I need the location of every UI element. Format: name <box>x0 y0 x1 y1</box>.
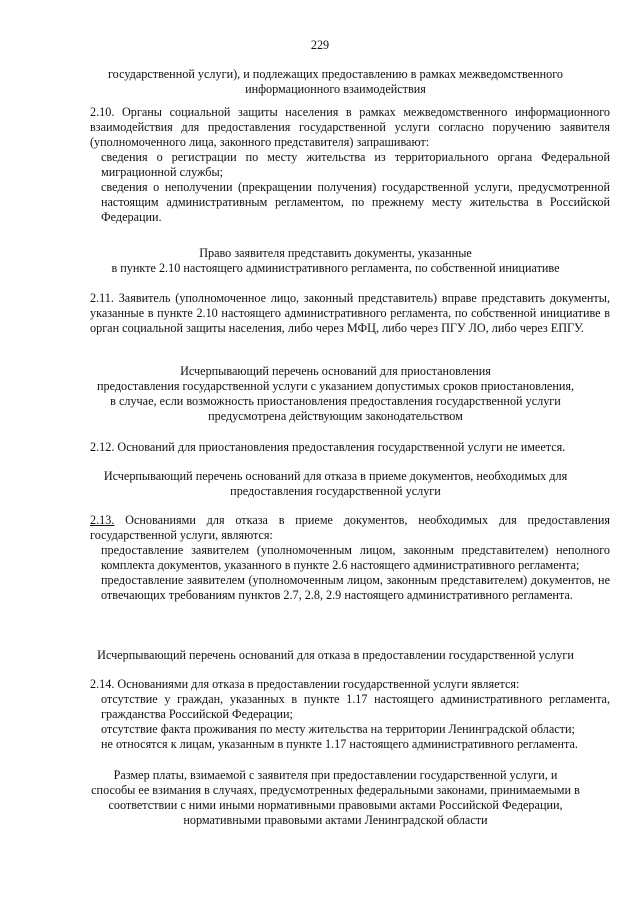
heading-line: в пункте 2.10 настоящего административного регламента, по собственной инициативе <box>111 261 560 275</box>
section-2-14 <box>61 677 610 752</box>
list-item-no-residence: отсутствие факта проживания по месту жительства на территории Ленинградской области; <box>101 722 575 736</box>
paragraph-2-10-intro: 2.10. Органы социальной защиты населения в рамках межведомственного информационного взаимодействия для предоставления государственной услуги согласно поручению заявителя (уполномоченного лица, законного представителя) запрашивают: <box>90 105 610 149</box>
heading-line: соответствии с ними иными нормативными правовыми актами Российской Федерации, <box>108 798 563 812</box>
paragraph-2-12: 2.12. Оснований для приостановления предоставления государственной услуги не имеется. <box>90 440 566 454</box>
heading-refusal-provision: Исчерпывающий перечень оснований для отказа в предоставлении государственной услуги <box>97 648 574 662</box>
heading-fee <box>61 768 610 828</box>
clause-number: 2.13. <box>90 513 115 527</box>
section-2-13 <box>61 513 610 603</box>
heading-line: предоставления государственной услуги с указанием допустимых сроков приостановления, <box>96 379 575 393</box>
heading-line: Размер платы, взимаемой с заявителя при предоставлении государственной услуги, и <box>113 768 558 782</box>
clause-text: Основаниями для отказа в приеме документов, необходимых для предоставления государственной услуги, являются: <box>90 513 610 542</box>
list-item-registration: сведения о регистрации по месту жительства из территориального органа Федеральной миграционной службы; <box>101 150 610 179</box>
heading-line: Исчерпывающий перечень оснований для приостановления <box>180 364 491 378</box>
section-2-10 <box>61 105 610 225</box>
list-item-incomplete-set: предоставление заявителем (уполномоченным лицом, законным представителем) неполного комплекта документов, указанного в пункте 2.6 настоящего административного регламента; <box>101 543 610 572</box>
heading-right-to-submit <box>61 246 610 276</box>
paragraph-2-14-intro: 2.14. Основаниями для отказа в предоставлении государственной услуги является: <box>90 677 520 691</box>
paragraph-continuation: государственной услуги), и подлежащих предоставлению в рамках межведомственного информационного взаимодействия <box>107 67 563 96</box>
heading-line: нормативными правовыми актами Ленинградской области <box>183 813 488 827</box>
list-item-no-citizenship: отсутствие у граждан, указанных в пункте 1.17 настоящего административного регламента, гражданства Российской Федерации; <box>101 692 610 721</box>
heading-line: способы ее взимания в случаях, предусмотренных федеральными законами, принимаемыми в <box>91 783 580 797</box>
paragraph-2-11: 2.11. Заявитель (уполномоченное лицо, законный представитель) вправе представить документы, указанные в пункте 2.10 настоящего административного регламента, по собственной инициативе в орган социальной защиты населения, либо через МФЦ, либо через ПГУ ЛО, либо через ЕПГУ. <box>90 291 610 335</box>
heading-line: предоставления государственной услуги <box>230 484 441 498</box>
paragraph-2-13-intro <box>61 513 610 543</box>
heading-line: предусмотрена действующим законодательством <box>208 409 463 423</box>
list-item-not-eligible: не относятся к лицам, указанным в пункте 1.17 настоящего административного регламента. <box>101 737 578 751</box>
heading-suspension-grounds <box>61 364 610 424</box>
list-item-non-compliant-docs: предоставление заявителем (уполномоченным лицом, законным представителем) документов, не отвечающих требованиям пунктов 2.7, 2.8, 2.9 настоящего административного регламента. <box>101 573 610 602</box>
heading-line: Исчерпывающий перечень оснований для отказа в приеме документов, необходимых для <box>103 469 568 483</box>
heading-line: в случае, если возможность приостановления предоставления государственной услуги <box>110 394 561 408</box>
page-number: 229 <box>310 38 330 52</box>
list-item-non-receipt: сведения о неполучении (прекращении получения) государственной услуги, предусмотренной настоящим административным регламентом, по прежнему месту жительства в Российской Федерации. <box>101 180 610 224</box>
heading-refusal-acceptance <box>61 469 610 499</box>
heading-line: Право заявителя представить документы, указанные <box>199 246 472 260</box>
